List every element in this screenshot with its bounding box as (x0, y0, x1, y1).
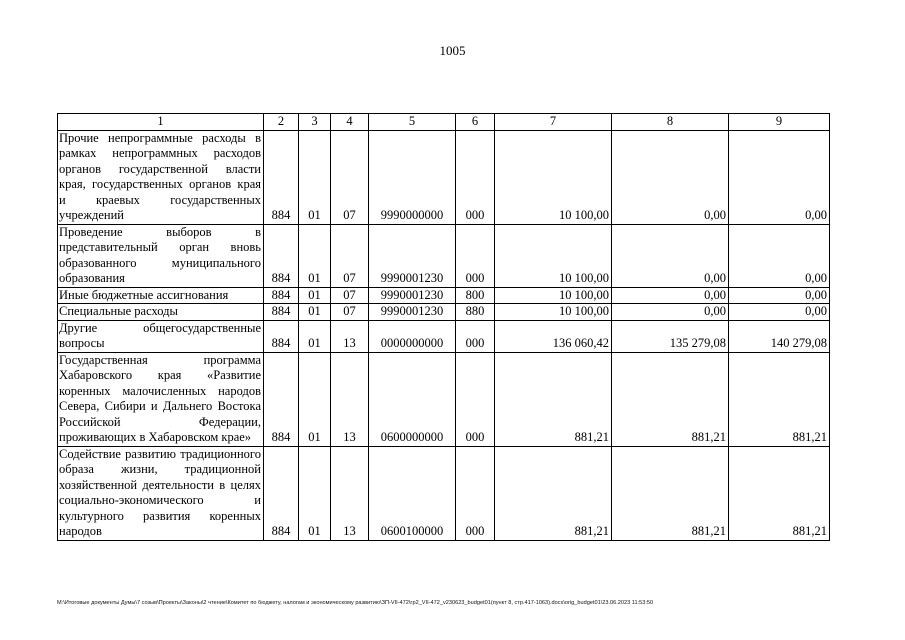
row-amount-7: 136 060,42 (495, 320, 612, 352)
table-row (58, 352, 830, 446)
header-row (58, 114, 830, 131)
row-amount-9: 0,00 (729, 130, 830, 224)
row-subsection-code: 07 (331, 130, 369, 224)
row-target-code: 0000000000 (369, 320, 456, 352)
row-name: Специальные расходы (58, 304, 264, 321)
row-subsection-code: 13 (331, 446, 369, 540)
header-col-9: 9 (729, 114, 830, 131)
row-amount-7: 10 100,00 (495, 130, 612, 224)
row-amount-8: 0,00 (612, 224, 729, 287)
row-target-code: 9990001230 (369, 304, 456, 321)
row-subsection-code: 13 (331, 352, 369, 446)
row-target-code: 0600100000 (369, 446, 456, 540)
row-expense-type: 000 (456, 130, 495, 224)
row-amount-9: 881,21 (729, 352, 830, 446)
row-subsection-code: 07 (331, 304, 369, 321)
row-ministry-code: 884 (264, 224, 299, 287)
row-ministry-code: 884 (264, 287, 299, 304)
table-row (58, 224, 830, 287)
table-row (58, 287, 830, 304)
row-amount-8: 0,00 (612, 287, 729, 304)
row-section-code: 01 (299, 287, 331, 304)
row-amount-9: 140 279,08 (729, 320, 830, 352)
table-row (58, 304, 830, 321)
row-amount-9: 881,21 (729, 446, 830, 540)
row-expense-type: 880 (456, 304, 495, 321)
row-target-code: 0600000000 (369, 352, 456, 446)
page-number: 1005 (439, 43, 466, 58)
budget-table (57, 113, 830, 541)
row-section-code: 01 (299, 304, 331, 321)
row-amount-9: 0,00 (729, 224, 830, 287)
row-name: Другие общегосударственные вопросы (58, 320, 264, 352)
row-expense-type: 000 (456, 320, 495, 352)
row-ministry-code: 884 (264, 352, 299, 446)
header-col-5: 5 (369, 114, 456, 131)
row-target-code: 9990001230 (369, 287, 456, 304)
row-amount-7: 10 100,00 (495, 304, 612, 321)
row-expense-type: 000 (456, 224, 495, 287)
row-subsection-code: 07 (331, 287, 369, 304)
header-col-7: 7 (495, 114, 612, 131)
row-name: Содействие развитию традиционного образа жизни, традиционной хозяйственной деятельности в целях социально-экономического и культурного развития коренных народов (58, 446, 264, 540)
row-amount-7: 881,21 (495, 446, 612, 540)
row-section-code: 01 (299, 130, 331, 224)
row-section-code: 01 (299, 446, 331, 540)
row-expense-type: 800 (456, 287, 495, 304)
row-target-code: 9990000000 (369, 130, 456, 224)
row-amount-8: 881,21 (612, 352, 729, 446)
header-col-8: 8 (612, 114, 729, 131)
row-ministry-code: 884 (264, 130, 299, 224)
header-col-2: 2 (264, 114, 299, 131)
row-ministry-code: 884 (264, 304, 299, 321)
row-amount-8: 0,00 (612, 130, 729, 224)
header-col-4: 4 (331, 114, 369, 131)
row-amount-8: 881,21 (612, 446, 729, 540)
row-subsection-code: 07 (331, 224, 369, 287)
row-amount-7: 10 100,00 (495, 287, 612, 304)
row-target-code: 9990001230 (369, 224, 456, 287)
row-expense-type: 000 (456, 352, 495, 446)
row-section-code: 01 (299, 224, 331, 287)
row-name: Проведение выборов в представительный орган вновь образованного муниципального образования (58, 224, 264, 287)
header-col-6: 6 (456, 114, 495, 131)
row-amount-7: 881,21 (495, 352, 612, 446)
row-expense-type: 000 (456, 446, 495, 540)
row-ministry-code: 884 (264, 446, 299, 540)
row-name: Иные бюджетные ассигнования (58, 287, 264, 304)
row-name: Прочие непрограммные расходы в рамках непрограммных расходов органов государственной власти края, государственных органов края и краевых государственных учреждений (58, 130, 264, 224)
header-col-3: 3 (299, 114, 331, 131)
row-ministry-code: 884 (264, 320, 299, 352)
table-row (58, 446, 830, 540)
row-section-code: 01 (299, 320, 331, 352)
row-amount-8: 135 279,08 (612, 320, 729, 352)
row-amount-7: 10 100,00 (495, 224, 612, 287)
row-amount-9: 0,00 (729, 304, 830, 321)
row-name: Государственная программа Хабаровского края «Развитие коренных малочисленных народов Севера, Сибири и Дальнего Востока Российской Федерации, проживающих в Хабаровском крае» (58, 352, 264, 446)
header-col-1: 1 (58, 114, 264, 131)
row-amount-8: 0,00 (612, 304, 729, 321)
row-subsection-code: 13 (331, 320, 369, 352)
footer-file-path: M:\Итоговые документы Думы\7 созыв\Проекты\Законы\2 чтение\Комитет по бюджету, налогам и экономическому развитию\ЗП-VII-472\гр2_VII-472_v230623_budget01(пункт 8, стр.417-1063).docx\orig_budget01\23.06.2023 11:53:50 (57, 600, 654, 606)
row-amount-9: 0,00 (729, 287, 830, 304)
row-section-code: 01 (299, 352, 331, 446)
table-row (58, 320, 830, 352)
table-row (58, 130, 830, 224)
